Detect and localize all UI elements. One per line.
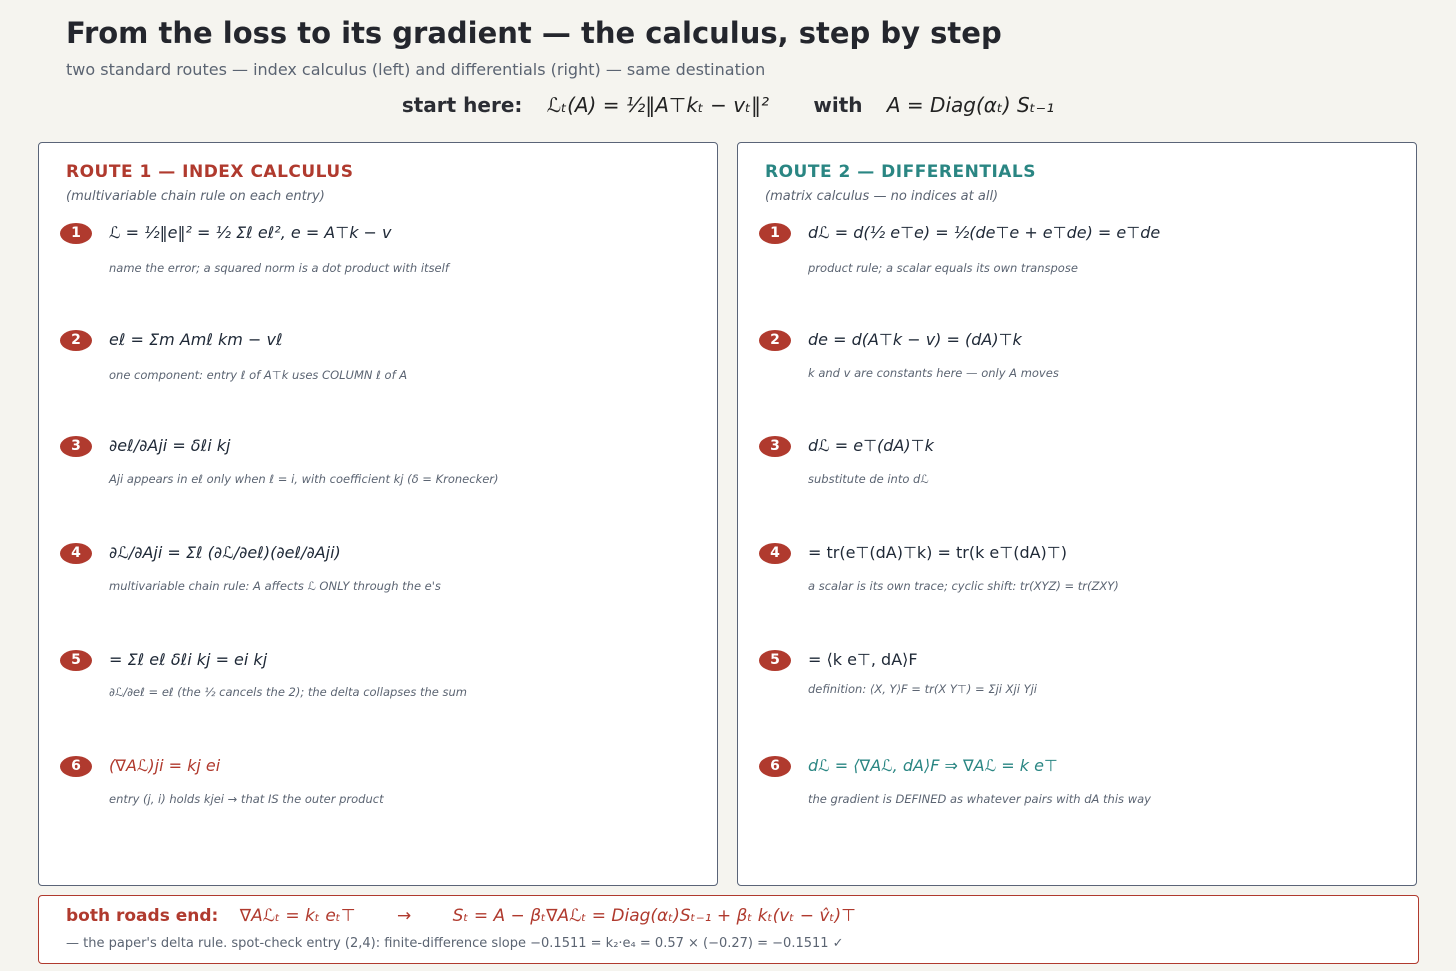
route2-step-6	[759, 754, 1399, 854]
conclusion-note: — the paper's delta rule. spot-check entry (2,4): finite-difference slope −0.1511 = k₂·e₄ = 0.57 × (−0.27) = −0.1511 ✓	[66, 936, 844, 951]
step-number-badge: 2	[60, 330, 92, 351]
route1-panel	[38, 142, 718, 886]
start-label: start here:	[401, 93, 523, 117]
route1-subtitle: (multivariable chain rule on each entry)	[66, 189, 325, 204]
step-number-badge: 6	[60, 756, 92, 777]
step-number-badge: 2	[759, 330, 791, 351]
step-formula: de = d(A⊤k − v) = (dA)⊤k	[808, 330, 1022, 349]
step-number-badge: 4	[759, 543, 791, 564]
step-note: k and v are constants here — only A moves	[808, 366, 1059, 380]
step-formula: ∂ℒ/∂Aji = Σℓ (∂ℒ/∂eℓ)(∂eℓ/∂Aji)	[109, 543, 341, 562]
route2-title: ROUTE 2 — DIFFERENTIALS	[765, 162, 1036, 182]
start-formula: ℒₜ(A) = ½‖A⊤kₜ − vₜ‖²	[546, 93, 770, 117]
step-formula: eℓ = Σm Amℓ km − vℓ	[109, 330, 283, 349]
route2-subtitle: (matrix calculus — no indices at all)	[765, 189, 999, 204]
step-number-badge: 4	[60, 543, 92, 564]
step-note: multivariable chain rule: A affects ℒ ONLY through the e's	[109, 579, 441, 593]
step-note: product rule; a scalar equals its own transpose	[808, 261, 1078, 275]
step-note: a scalar is its own trace; cyclic shift: tr(XYZ) = tr(ZXY)	[808, 579, 1119, 593]
route1-step-2	[60, 328, 700, 428]
step-note: definition: ⟨X, Y⟩F = tr(X Y⊤) = Σji Xji Yji	[808, 682, 1037, 696]
step-formula: dℒ = ⟨∇Aℒ, dA⟩F ⇒ ∇Aℒ = k e⊤	[808, 756, 1058, 775]
step-note: name the error; a squared norm is a dot product with itself	[109, 261, 449, 275]
right-arrow-icon: →	[397, 906, 412, 926]
route1-step-5	[60, 648, 700, 748]
route2-step-3	[759, 434, 1399, 534]
conclusion-box	[38, 895, 1419, 964]
step-formula: = ⟨k e⊤, dA⟩F	[808, 650, 918, 669]
route1-step-4	[60, 541, 700, 641]
step-note: Aji appears in eℓ only when ℓ = i, with coefficient kj (δ = Kronecker)	[109, 472, 499, 486]
conclusion-label: both roads end:	[66, 906, 219, 926]
step-formula: ∂eℓ/∂Aji = δℓi kj	[109, 436, 231, 455]
step-note: the gradient is DEFINED as whatever pairs with dA this way	[808, 792, 1151, 806]
step-number-badge: 6	[759, 756, 791, 777]
step-note: entry (j, i) holds kjei → that IS the outer product	[109, 792, 384, 806]
gradient-formula: ∇Aℒₜ = kₜ eₜ⊤	[239, 906, 356, 926]
step-number-badge: 1	[60, 223, 92, 244]
route1-step-3	[60, 434, 700, 534]
step-number-badge: 5	[759, 650, 791, 671]
step-formula: = tr(e⊤(dA)⊤k) = tr(k e⊤(dA)⊤)	[808, 543, 1067, 562]
conclusion-line	[66, 906, 856, 926]
route2-panel	[737, 142, 1417, 886]
step-number-badge: 3	[759, 436, 791, 457]
step-number-badge: 1	[759, 223, 791, 244]
step-number-badge: 5	[60, 650, 92, 671]
page-title: From the loss to its gradient — the calculus, step by step	[66, 16, 1002, 50]
route2-step-4	[759, 541, 1399, 641]
step-note: substitute de into dℒ	[808, 472, 929, 486]
step-formula: dℒ = d(½ e⊤e) = ½(de⊤e + e⊤de) = e⊤de	[808, 223, 1161, 242]
start-line	[0, 93, 1456, 117]
step-formula: dℒ = e⊤(dA)⊤k	[808, 436, 934, 455]
page-subtitle: two standard routes — index calculus (left) and differentials (right) — same destination	[66, 60, 766, 79]
step-note: ∂ℒ/∂eℓ = eℓ (the ½ cancels the 2); the delta collapses the sum	[109, 685, 468, 699]
step-formula: = Σℓ eℓ δℓi kj = ei kj	[109, 650, 268, 669]
step-note: one component: entry ℓ of A⊤k uses COLUMN ℓ of A	[109, 368, 408, 382]
route1-step-1	[60, 221, 700, 321]
route1-step-6	[60, 754, 700, 854]
with-formula: A = Diag(αₜ) Sₜ₋₁	[886, 93, 1055, 117]
with-label: with	[813, 93, 863, 117]
delta-rule-formula: Sₜ = A − βₜ∇Aℒₜ = Diag(αₜ)Sₜ₋₁ + βₜ kₜ(vₜ − v̂ₜ)⊤	[452, 906, 856, 926]
route2-step-1	[759, 221, 1399, 321]
route2-step-5	[759, 648, 1399, 748]
step-formula: ℒ = ½‖e‖² = ½ Σℓ eℓ², e = A⊤k − v	[109, 223, 392, 242]
step-number-badge: 3	[60, 436, 92, 457]
route1-title: ROUTE 1 — INDEX CALCULUS	[66, 162, 354, 182]
route2-step-2	[759, 328, 1399, 428]
step-formula: (∇Aℒ)ji = kj ei	[109, 756, 221, 775]
